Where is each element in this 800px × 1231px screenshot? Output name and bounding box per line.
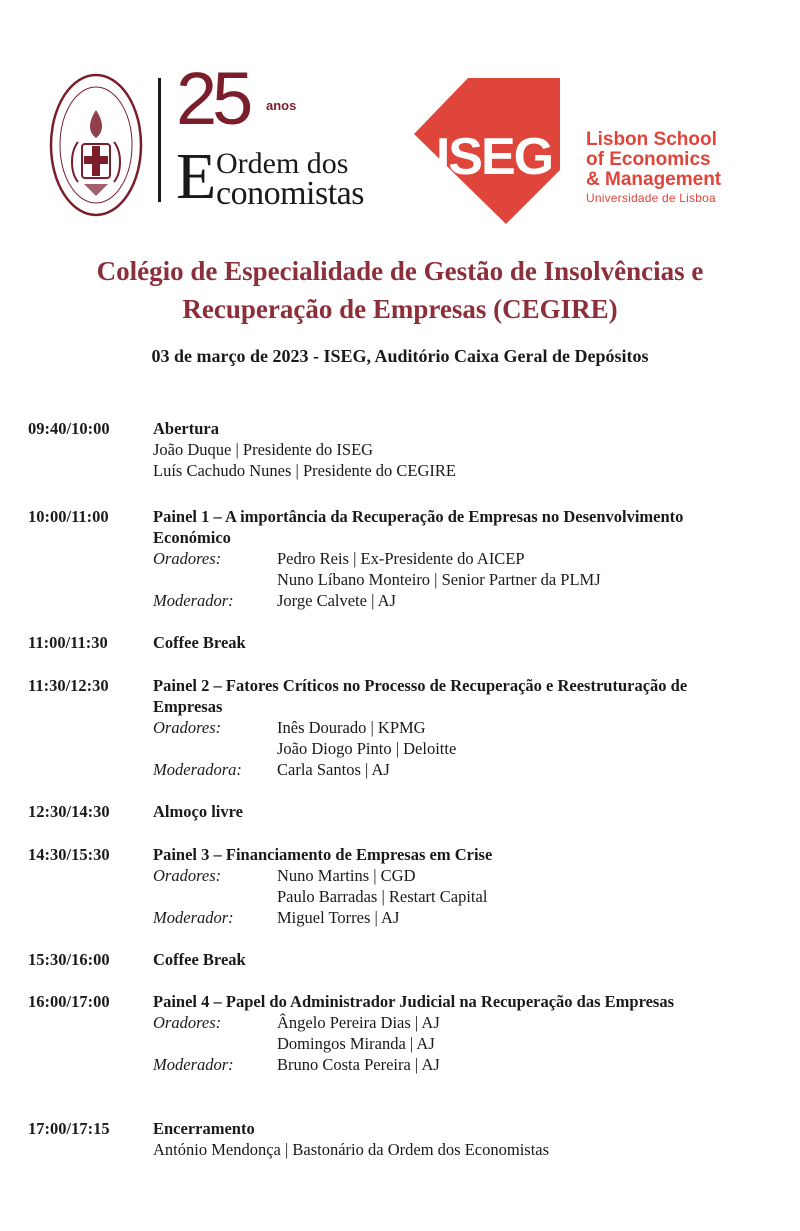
speaker-name: Inês Dourado | KPMG [277, 718, 426, 737]
iseg-school-line2: of Economics [586, 149, 711, 170]
event-title [0, 252, 800, 328]
schedule-time: 14:30/15:30 [28, 845, 110, 864]
logo-initial-e: E [176, 140, 217, 213]
schedule-time: 11:30/12:30 [28, 676, 109, 695]
iseg-mark-text: ISEG [435, 128, 553, 186]
schedule-title: Abertura [153, 419, 219, 438]
schedule-time: 10:00/11:00 [28, 507, 109, 526]
anniversary-anos: anos [266, 98, 297, 113]
iseg-diamond-icon [410, 70, 570, 230]
schedule-time: 15:30/16:00 [28, 950, 110, 969]
speaker-line: António Mendonça | Bastonário da Ordem dos Economistas [153, 1140, 550, 1159]
schedule-title-line2: Empresas [153, 697, 223, 716]
iseg-school-line3: & Management [586, 169, 722, 190]
role-label: Oradores: [153, 718, 222, 737]
speaker-name: Nuno Martins | CGD [277, 866, 416, 885]
schedule-title: Painel 4 – Papel do Administrador Judicial na Recuperação das Empresas [153, 992, 675, 1011]
schedule-time: 09:40/10:00 [28, 419, 110, 438]
anniversary-number: 25 [176, 57, 249, 140]
speaker-name: Paulo Barradas | Restart Capital [277, 887, 488, 906]
schedule-title-line1: Painel 2 – Fatores Críticos no Processo de Recuperação e Reestruturação de [153, 676, 688, 695]
role-label: Moderador: [153, 591, 234, 610]
event-date-location: 03 de março de 2023 - ISEG, Auditório Caixa Geral de Depósitos [151, 346, 649, 366]
speaker-name: Domingos Miranda | AJ [277, 1034, 435, 1053]
iseg-logo [410, 70, 750, 230]
moderator-name: Miguel Torres | AJ [277, 908, 400, 927]
role-label: Moderadora: [153, 760, 242, 779]
schedule-title: Almoço livre [153, 802, 243, 821]
role-label: Oradores: [153, 866, 222, 885]
role-label: Oradores: [153, 1013, 222, 1032]
role-label: Moderador: [153, 908, 234, 927]
schedule-title-line2: Económico [153, 528, 231, 547]
logo-divider [158, 78, 161, 202]
iseg-school-line1: Lisbon School [586, 129, 717, 150]
ordem-seal-icon [48, 72, 144, 218]
role-label: Moderador: [153, 1055, 234, 1074]
speaker-name: Ângelo Pereira Dias | AJ [277, 1013, 440, 1032]
schedule-title-line1: Painel 1 – A importância da Recuperação de Empresas no Desenvolvimento [153, 507, 684, 526]
schedule-title: Coffee Break [153, 950, 246, 969]
schedule-time: 12:30/14:30 [28, 802, 110, 821]
moderator-name: Jorge Calvete | AJ [277, 591, 396, 610]
schedule-title: Painel 3 – Financiamento de Empresas em Crise [153, 845, 493, 864]
schedule-title: Encerramento [153, 1119, 255, 1138]
speaker-line: João Duque | Presidente do ISEG [153, 440, 374, 459]
event-title-line1: Colégio de Especialidade de Gestão de Insolvências e [96, 256, 704, 286]
speaker-name: Nuno Líbano Monteiro | Senior Partner da PLMJ [277, 570, 601, 589]
schedule-time: 11:00/11:30 [28, 633, 108, 652]
role-label: Oradores: [153, 549, 222, 568]
logo-ordem-line2: conomistas [216, 175, 364, 212]
schedule-title: Coffee Break [153, 633, 246, 652]
iseg-university: Universidade de Lisboa [586, 191, 716, 205]
speaker-line: Luís Cachudo Nunes | Presidente do CEGIRE [153, 461, 457, 480]
schedule-time: 16:00/17:00 [28, 992, 110, 1011]
logo-ordem-line1: Ordem dos [216, 147, 349, 180]
iseg-school-name [586, 130, 721, 206]
moderator-name: Carla Santos | AJ [277, 760, 390, 779]
speaker-name: Pedro Reis | Ex-Presidente do AICEP [277, 549, 525, 568]
moderator-name: Bruno Costa Pereira | AJ [277, 1055, 440, 1074]
speaker-name: João Diogo Pinto | Deloitte [277, 739, 457, 758]
ordem-economistas-logo [48, 57, 370, 222]
event-title-line2: Recuperação de Empresas (CEGIRE) [182, 294, 618, 324]
schedule-time: 17:00/17:15 [28, 1119, 110, 1138]
